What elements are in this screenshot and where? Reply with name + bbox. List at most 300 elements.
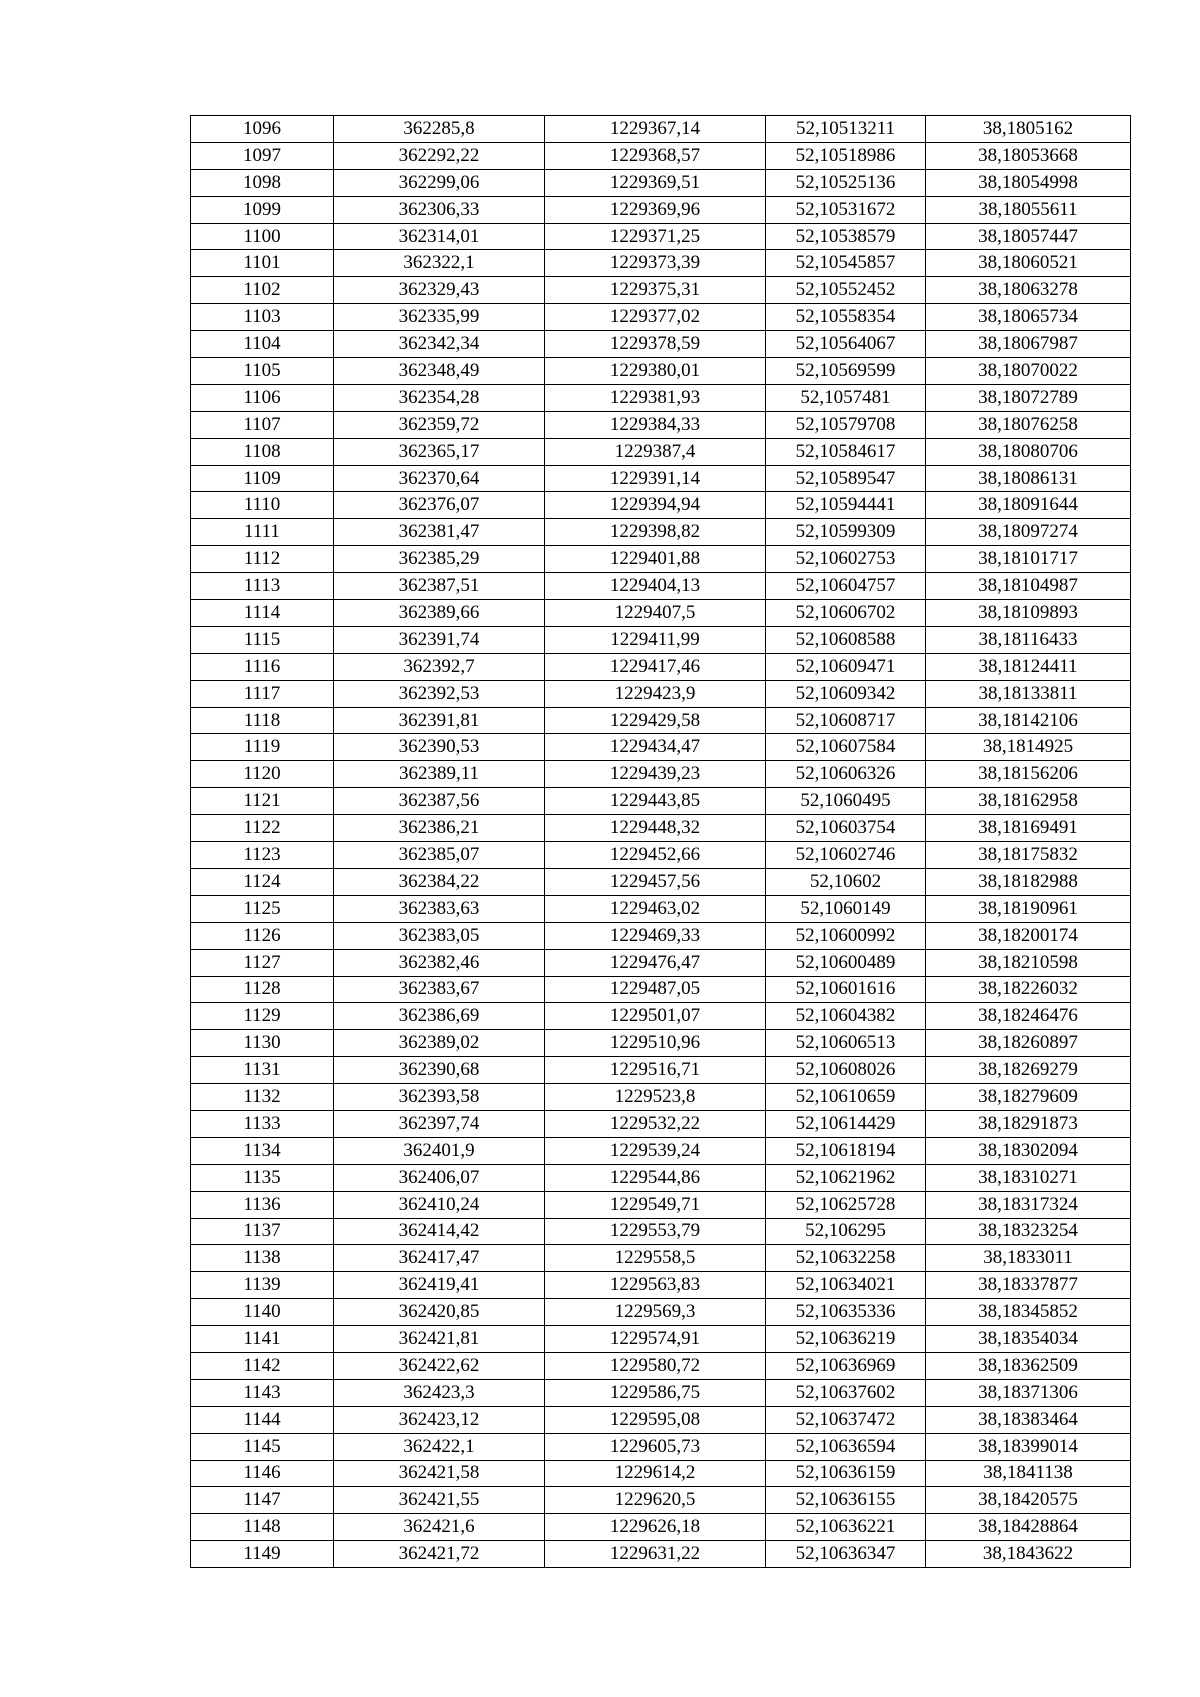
longitude-cell: 38,18337877 bbox=[926, 1272, 1131, 1299]
x-coordinate-cell: 362421,81 bbox=[334, 1326, 545, 1353]
latitude-cell: 52,10635336 bbox=[766, 1299, 926, 1326]
longitude-cell: 38,1833011 bbox=[926, 1245, 1131, 1272]
y-coordinate-cell: 1229381,93 bbox=[545, 384, 766, 411]
table-row bbox=[191, 1460, 1131, 1487]
longitude-cell: 38,18156206 bbox=[926, 761, 1131, 788]
longitude-cell: 38,18055611 bbox=[926, 196, 1131, 223]
longitude-cell: 38,18371306 bbox=[926, 1379, 1131, 1406]
y-coordinate-cell: 1229463,02 bbox=[545, 895, 766, 922]
longitude-cell: 38,18291873 bbox=[926, 1110, 1131, 1137]
longitude-cell: 38,18080706 bbox=[926, 438, 1131, 465]
table-row bbox=[191, 1514, 1131, 1541]
point-number-cell: 1112 bbox=[191, 546, 334, 573]
y-coordinate-cell: 1229369,96 bbox=[545, 196, 766, 223]
latitude-cell: 52,10607584 bbox=[766, 734, 926, 761]
table-row bbox=[191, 277, 1131, 304]
longitude-cell: 38,18354034 bbox=[926, 1326, 1131, 1353]
point-number-cell: 1110 bbox=[191, 492, 334, 519]
point-number-cell: 1102 bbox=[191, 277, 334, 304]
latitude-cell: 52,10621962 bbox=[766, 1164, 926, 1191]
latitude-cell: 52,106295 bbox=[766, 1218, 926, 1245]
x-coordinate-cell: 362389,66 bbox=[334, 600, 545, 627]
y-coordinate-cell: 1229569,3 bbox=[545, 1299, 766, 1326]
point-number-cell: 1146 bbox=[191, 1460, 334, 1487]
x-coordinate-cell: 362419,41 bbox=[334, 1272, 545, 1299]
point-number-cell: 1122 bbox=[191, 815, 334, 842]
y-coordinate-cell: 1229544,86 bbox=[545, 1164, 766, 1191]
y-coordinate-cell: 1229377,02 bbox=[545, 304, 766, 331]
latitude-cell: 52,10610659 bbox=[766, 1084, 926, 1111]
longitude-cell: 38,18226032 bbox=[926, 976, 1131, 1003]
point-number-cell: 1126 bbox=[191, 922, 334, 949]
point-number-cell: 1111 bbox=[191, 519, 334, 546]
point-number-cell: 1147 bbox=[191, 1487, 334, 1514]
longitude-cell: 38,18323254 bbox=[926, 1218, 1131, 1245]
point-number-cell: 1140 bbox=[191, 1299, 334, 1326]
x-coordinate-cell: 362423,12 bbox=[334, 1406, 545, 1433]
table-row bbox=[191, 788, 1131, 815]
x-coordinate-cell: 362383,67 bbox=[334, 976, 545, 1003]
table-row bbox=[191, 1352, 1131, 1379]
y-coordinate-cell: 1229367,14 bbox=[545, 116, 766, 143]
x-coordinate-cell: 362386,21 bbox=[334, 815, 545, 842]
latitude-cell: 52,10636594 bbox=[766, 1433, 926, 1460]
table-row bbox=[191, 761, 1131, 788]
latitude-cell: 52,10589547 bbox=[766, 465, 926, 492]
table-row bbox=[191, 142, 1131, 169]
latitude-cell: 52,10579708 bbox=[766, 411, 926, 438]
point-number-cell: 1145 bbox=[191, 1433, 334, 1460]
point-number-cell: 1100 bbox=[191, 223, 334, 250]
longitude-cell: 38,18210598 bbox=[926, 949, 1131, 976]
table-row bbox=[191, 1406, 1131, 1433]
point-number-cell: 1141 bbox=[191, 1326, 334, 1353]
point-number-cell: 1144 bbox=[191, 1406, 334, 1433]
latitude-cell: 52,10606326 bbox=[766, 761, 926, 788]
longitude-cell: 38,18175832 bbox=[926, 842, 1131, 869]
longitude-cell: 38,18302094 bbox=[926, 1137, 1131, 1164]
x-coordinate-cell: 362370,64 bbox=[334, 465, 545, 492]
x-coordinate-cell: 362329,43 bbox=[334, 277, 545, 304]
y-coordinate-cell: 1229387,4 bbox=[545, 438, 766, 465]
table-row bbox=[191, 304, 1131, 331]
x-coordinate-cell: 362365,17 bbox=[334, 438, 545, 465]
point-number-cell: 1097 bbox=[191, 142, 334, 169]
longitude-cell: 38,18279609 bbox=[926, 1084, 1131, 1111]
latitude-cell: 52,10599309 bbox=[766, 519, 926, 546]
y-coordinate-cell: 1229448,32 bbox=[545, 815, 766, 842]
latitude-cell: 52,10634021 bbox=[766, 1272, 926, 1299]
point-number-cell: 1129 bbox=[191, 1003, 334, 1030]
point-number-cell: 1124 bbox=[191, 868, 334, 895]
latitude-cell: 52,10636969 bbox=[766, 1352, 926, 1379]
point-number-cell: 1143 bbox=[191, 1379, 334, 1406]
x-coordinate-cell: 362392,53 bbox=[334, 680, 545, 707]
y-coordinate-cell: 1229398,82 bbox=[545, 519, 766, 546]
point-number-cell: 1101 bbox=[191, 250, 334, 277]
latitude-cell: 52,10636221 bbox=[766, 1514, 926, 1541]
longitude-cell: 38,18399014 bbox=[926, 1433, 1131, 1460]
latitude-cell: 52,10531672 bbox=[766, 196, 926, 223]
latitude-cell: 52,10601616 bbox=[766, 976, 926, 1003]
x-coordinate-cell: 362386,69 bbox=[334, 1003, 545, 1030]
longitude-cell: 38,18057447 bbox=[926, 223, 1131, 250]
x-coordinate-cell: 362385,07 bbox=[334, 842, 545, 869]
x-coordinate-cell: 362314,01 bbox=[334, 223, 545, 250]
latitude-cell: 52,1060495 bbox=[766, 788, 926, 815]
table-row bbox=[191, 1137, 1131, 1164]
latitude-cell: 52,10603754 bbox=[766, 815, 926, 842]
point-number-cell: 1135 bbox=[191, 1164, 334, 1191]
x-coordinate-cell: 362383,05 bbox=[334, 922, 545, 949]
table-row bbox=[191, 1326, 1131, 1353]
table-row bbox=[191, 734, 1131, 761]
longitude-cell: 38,18124411 bbox=[926, 653, 1131, 680]
point-number-cell: 1149 bbox=[191, 1541, 334, 1568]
x-coordinate-cell: 362384,22 bbox=[334, 868, 545, 895]
y-coordinate-cell: 1229378,59 bbox=[545, 331, 766, 358]
x-coordinate-cell: 362382,46 bbox=[334, 949, 545, 976]
latitude-cell: 52,10569599 bbox=[766, 358, 926, 385]
x-coordinate-cell: 362390,53 bbox=[334, 734, 545, 761]
y-coordinate-cell: 1229439,23 bbox=[545, 761, 766, 788]
x-coordinate-cell: 362421,55 bbox=[334, 1487, 545, 1514]
point-number-cell: 1133 bbox=[191, 1110, 334, 1137]
x-coordinate-cell: 362420,85 bbox=[334, 1299, 545, 1326]
y-coordinate-cell: 1229452,66 bbox=[545, 842, 766, 869]
longitude-cell: 38,18091644 bbox=[926, 492, 1131, 519]
y-coordinate-cell: 1229580,72 bbox=[545, 1352, 766, 1379]
table-row bbox=[191, 438, 1131, 465]
x-coordinate-cell: 362285,8 bbox=[334, 116, 545, 143]
point-number-cell: 1119 bbox=[191, 734, 334, 761]
point-number-cell: 1142 bbox=[191, 1352, 334, 1379]
x-coordinate-cell: 362392,7 bbox=[334, 653, 545, 680]
table-row bbox=[191, 492, 1131, 519]
point-number-cell: 1107 bbox=[191, 411, 334, 438]
y-coordinate-cell: 1229417,46 bbox=[545, 653, 766, 680]
latitude-cell: 52,10609471 bbox=[766, 653, 926, 680]
x-coordinate-cell: 362393,58 bbox=[334, 1084, 545, 1111]
longitude-cell: 38,18109893 bbox=[926, 600, 1131, 627]
table-row bbox=[191, 707, 1131, 734]
table-row bbox=[191, 842, 1131, 869]
y-coordinate-cell: 1229368,57 bbox=[545, 142, 766, 169]
longitude-cell: 38,18190961 bbox=[926, 895, 1131, 922]
x-coordinate-cell: 362306,33 bbox=[334, 196, 545, 223]
longitude-cell: 38,18420575 bbox=[926, 1487, 1131, 1514]
table-row bbox=[191, 1110, 1131, 1137]
y-coordinate-cell: 1229384,33 bbox=[545, 411, 766, 438]
x-coordinate-cell: 362387,51 bbox=[334, 573, 545, 600]
longitude-cell: 38,18101717 bbox=[926, 546, 1131, 573]
latitude-cell: 52,10545857 bbox=[766, 250, 926, 277]
coordinates-table-body bbox=[191, 116, 1131, 1568]
longitude-cell: 38,18054998 bbox=[926, 169, 1131, 196]
point-number-cell: 1103 bbox=[191, 304, 334, 331]
point-number-cell: 1118 bbox=[191, 707, 334, 734]
y-coordinate-cell: 1229631,22 bbox=[545, 1541, 766, 1568]
y-coordinate-cell: 1229371,25 bbox=[545, 223, 766, 250]
longitude-cell: 38,18063278 bbox=[926, 277, 1131, 304]
table-row bbox=[191, 976, 1131, 1003]
latitude-cell: 52,10604382 bbox=[766, 1003, 926, 1030]
latitude-cell: 52,10637602 bbox=[766, 1379, 926, 1406]
latitude-cell: 52,10625728 bbox=[766, 1191, 926, 1218]
point-number-cell: 1096 bbox=[191, 116, 334, 143]
x-coordinate-cell: 362421,6 bbox=[334, 1514, 545, 1541]
longitude-cell: 38,18072789 bbox=[926, 384, 1131, 411]
y-coordinate-cell: 1229369,51 bbox=[545, 169, 766, 196]
longitude-cell: 38,18269279 bbox=[926, 1057, 1131, 1084]
y-coordinate-cell: 1229620,5 bbox=[545, 1487, 766, 1514]
point-number-cell: 1121 bbox=[191, 788, 334, 815]
table-row bbox=[191, 223, 1131, 250]
latitude-cell: 52,10602746 bbox=[766, 842, 926, 869]
longitude-cell: 38,1814925 bbox=[926, 734, 1131, 761]
y-coordinate-cell: 1229553,79 bbox=[545, 1218, 766, 1245]
longitude-cell: 38,18116433 bbox=[926, 626, 1131, 653]
x-coordinate-cell: 362406,07 bbox=[334, 1164, 545, 1191]
point-number-cell: 1120 bbox=[191, 761, 334, 788]
table-row bbox=[191, 1433, 1131, 1460]
table-row bbox=[191, 1003, 1131, 1030]
y-coordinate-cell: 1229563,83 bbox=[545, 1272, 766, 1299]
point-number-cell: 1123 bbox=[191, 842, 334, 869]
y-coordinate-cell: 1229469,33 bbox=[545, 922, 766, 949]
point-number-cell: 1106 bbox=[191, 384, 334, 411]
latitude-cell: 52,10600489 bbox=[766, 949, 926, 976]
y-coordinate-cell: 1229614,2 bbox=[545, 1460, 766, 1487]
latitude-cell: 52,10518986 bbox=[766, 142, 926, 169]
y-coordinate-cell: 1229510,96 bbox=[545, 1030, 766, 1057]
x-coordinate-cell: 362422,62 bbox=[334, 1352, 545, 1379]
x-coordinate-cell: 362391,81 bbox=[334, 707, 545, 734]
latitude-cell: 52,10558354 bbox=[766, 304, 926, 331]
longitude-cell: 38,18076258 bbox=[926, 411, 1131, 438]
y-coordinate-cell: 1229394,94 bbox=[545, 492, 766, 519]
y-coordinate-cell: 1229626,18 bbox=[545, 1514, 766, 1541]
point-number-cell: 1131 bbox=[191, 1057, 334, 1084]
table-row bbox=[191, 573, 1131, 600]
table-row bbox=[191, 949, 1131, 976]
x-coordinate-cell: 362348,49 bbox=[334, 358, 545, 385]
point-number-cell: 1136 bbox=[191, 1191, 334, 1218]
latitude-cell: 52,10632258 bbox=[766, 1245, 926, 1272]
y-coordinate-cell: 1229523,8 bbox=[545, 1084, 766, 1111]
table-row bbox=[191, 411, 1131, 438]
latitude-cell: 52,10594441 bbox=[766, 492, 926, 519]
table-row bbox=[191, 653, 1131, 680]
latitude-cell: 52,10608026 bbox=[766, 1057, 926, 1084]
longitude-cell: 38,18200174 bbox=[926, 922, 1131, 949]
latitude-cell: 52,10609342 bbox=[766, 680, 926, 707]
longitude-cell: 38,18169491 bbox=[926, 815, 1131, 842]
table-row bbox=[191, 1057, 1131, 1084]
point-number-cell: 1148 bbox=[191, 1514, 334, 1541]
point-number-cell: 1128 bbox=[191, 976, 334, 1003]
latitude-cell: 52,10525136 bbox=[766, 169, 926, 196]
x-coordinate-cell: 362335,99 bbox=[334, 304, 545, 331]
x-coordinate-cell: 362376,07 bbox=[334, 492, 545, 519]
longitude-cell: 38,18086131 bbox=[926, 465, 1131, 492]
table-row bbox=[191, 116, 1131, 143]
point-number-cell: 1132 bbox=[191, 1084, 334, 1111]
table-row bbox=[191, 465, 1131, 492]
table-row bbox=[191, 868, 1131, 895]
latitude-cell: 52,10614429 bbox=[766, 1110, 926, 1137]
longitude-cell: 38,18097274 bbox=[926, 519, 1131, 546]
table-row bbox=[191, 1030, 1131, 1057]
y-coordinate-cell: 1229605,73 bbox=[545, 1433, 766, 1460]
y-coordinate-cell: 1229434,47 bbox=[545, 734, 766, 761]
table-row bbox=[191, 815, 1131, 842]
point-number-cell: 1108 bbox=[191, 438, 334, 465]
longitude-cell: 38,18060521 bbox=[926, 250, 1131, 277]
table-row bbox=[191, 1164, 1131, 1191]
y-coordinate-cell: 1229539,24 bbox=[545, 1137, 766, 1164]
table-row bbox=[191, 1191, 1131, 1218]
x-coordinate-cell: 362417,47 bbox=[334, 1245, 545, 1272]
point-number-cell: 1105 bbox=[191, 358, 334, 385]
point-number-cell: 1139 bbox=[191, 1272, 334, 1299]
table-row bbox=[191, 1541, 1131, 1568]
x-coordinate-cell: 362391,74 bbox=[334, 626, 545, 653]
table-row bbox=[191, 922, 1131, 949]
longitude-cell: 38,18317324 bbox=[926, 1191, 1131, 1218]
point-number-cell: 1109 bbox=[191, 465, 334, 492]
longitude-cell: 38,18065734 bbox=[926, 304, 1131, 331]
longitude-cell: 38,18142106 bbox=[926, 707, 1131, 734]
x-coordinate-cell: 362389,02 bbox=[334, 1030, 545, 1057]
table-row bbox=[191, 1218, 1131, 1245]
table-row bbox=[191, 331, 1131, 358]
longitude-cell: 38,18133811 bbox=[926, 680, 1131, 707]
table-row bbox=[191, 1487, 1131, 1514]
y-coordinate-cell: 1229411,99 bbox=[545, 626, 766, 653]
latitude-cell: 52,1057481 bbox=[766, 384, 926, 411]
table-row bbox=[191, 1245, 1131, 1272]
table-row bbox=[191, 169, 1131, 196]
y-coordinate-cell: 1229476,47 bbox=[545, 949, 766, 976]
x-coordinate-cell: 362390,68 bbox=[334, 1057, 545, 1084]
y-coordinate-cell: 1229407,5 bbox=[545, 600, 766, 627]
y-coordinate-cell: 1229574,91 bbox=[545, 1326, 766, 1353]
y-coordinate-cell: 1229401,88 bbox=[545, 546, 766, 573]
latitude-cell: 52,10606513 bbox=[766, 1030, 926, 1057]
longitude-cell: 38,18310271 bbox=[926, 1164, 1131, 1191]
point-number-cell: 1117 bbox=[191, 680, 334, 707]
point-number-cell: 1127 bbox=[191, 949, 334, 976]
latitude-cell: 52,10602753 bbox=[766, 546, 926, 573]
latitude-cell: 52,10606702 bbox=[766, 600, 926, 627]
x-coordinate-cell: 362342,34 bbox=[334, 331, 545, 358]
y-coordinate-cell: 1229487,05 bbox=[545, 976, 766, 1003]
table-row bbox=[191, 1084, 1131, 1111]
latitude-cell: 52,10602 bbox=[766, 868, 926, 895]
x-coordinate-cell: 362397,74 bbox=[334, 1110, 545, 1137]
y-coordinate-cell: 1229375,31 bbox=[545, 277, 766, 304]
latitude-cell: 52,10584617 bbox=[766, 438, 926, 465]
longitude-cell: 38,18104987 bbox=[926, 573, 1131, 600]
longitude-cell: 38,18383464 bbox=[926, 1406, 1131, 1433]
table-row bbox=[191, 1379, 1131, 1406]
y-coordinate-cell: 1229549,71 bbox=[545, 1191, 766, 1218]
latitude-cell: 52,10618194 bbox=[766, 1137, 926, 1164]
y-coordinate-cell: 1229501,07 bbox=[545, 1003, 766, 1030]
x-coordinate-cell: 362389,11 bbox=[334, 761, 545, 788]
longitude-cell: 38,18162958 bbox=[926, 788, 1131, 815]
y-coordinate-cell: 1229443,85 bbox=[545, 788, 766, 815]
longitude-cell: 38,18246476 bbox=[926, 1003, 1131, 1030]
x-coordinate-cell: 362421,72 bbox=[334, 1541, 545, 1568]
x-coordinate-cell: 362299,06 bbox=[334, 169, 545, 196]
x-coordinate-cell: 362401,9 bbox=[334, 1137, 545, 1164]
longitude-cell: 38,18182988 bbox=[926, 868, 1131, 895]
longitude-cell: 38,1843622 bbox=[926, 1541, 1131, 1568]
latitude-cell: 52,10538579 bbox=[766, 223, 926, 250]
x-coordinate-cell: 362421,58 bbox=[334, 1460, 545, 1487]
point-number-cell: 1116 bbox=[191, 653, 334, 680]
point-number-cell: 1138 bbox=[191, 1245, 334, 1272]
longitude-cell: 38,1805162 bbox=[926, 116, 1131, 143]
latitude-cell: 52,10604757 bbox=[766, 573, 926, 600]
y-coordinate-cell: 1229516,71 bbox=[545, 1057, 766, 1084]
point-number-cell: 1137 bbox=[191, 1218, 334, 1245]
latitude-cell: 52,10636219 bbox=[766, 1326, 926, 1353]
y-coordinate-cell: 1229391,14 bbox=[545, 465, 766, 492]
y-coordinate-cell: 1229380,01 bbox=[545, 358, 766, 385]
longitude-cell: 38,1841138 bbox=[926, 1460, 1131, 1487]
table-row bbox=[191, 626, 1131, 653]
table-row bbox=[191, 519, 1131, 546]
point-number-cell: 1098 bbox=[191, 169, 334, 196]
x-coordinate-cell: 362381,47 bbox=[334, 519, 545, 546]
longitude-cell: 38,18260897 bbox=[926, 1030, 1131, 1057]
point-number-cell: 1114 bbox=[191, 600, 334, 627]
latitude-cell: 52,10513211 bbox=[766, 116, 926, 143]
y-coordinate-cell: 1229558,5 bbox=[545, 1245, 766, 1272]
x-coordinate-cell: 362383,63 bbox=[334, 895, 545, 922]
latitude-cell: 52,10637472 bbox=[766, 1406, 926, 1433]
longitude-cell: 38,18067987 bbox=[926, 331, 1131, 358]
table-row bbox=[191, 250, 1131, 277]
longitude-cell: 38,18362509 bbox=[926, 1352, 1131, 1379]
longitude-cell: 38,18345852 bbox=[926, 1299, 1131, 1326]
x-coordinate-cell: 362322,1 bbox=[334, 250, 545, 277]
latitude-cell: 52,10636155 bbox=[766, 1487, 926, 1514]
y-coordinate-cell: 1229404,13 bbox=[545, 573, 766, 600]
x-coordinate-cell: 362423,3 bbox=[334, 1379, 545, 1406]
x-coordinate-cell: 362422,1 bbox=[334, 1433, 545, 1460]
latitude-cell: 52,10608588 bbox=[766, 626, 926, 653]
latitude-cell: 52,10636347 bbox=[766, 1541, 926, 1568]
table-row bbox=[191, 196, 1131, 223]
table-row bbox=[191, 680, 1131, 707]
x-coordinate-cell: 362385,29 bbox=[334, 546, 545, 573]
latitude-cell: 52,10564067 bbox=[766, 331, 926, 358]
y-coordinate-cell: 1229586,75 bbox=[545, 1379, 766, 1406]
coordinates-table bbox=[190, 115, 1131, 1568]
point-number-cell: 1130 bbox=[191, 1030, 334, 1057]
y-coordinate-cell: 1229595,08 bbox=[545, 1406, 766, 1433]
table-row bbox=[191, 600, 1131, 627]
point-number-cell: 1099 bbox=[191, 196, 334, 223]
latitude-cell: 52,10608717 bbox=[766, 707, 926, 734]
y-coordinate-cell: 1229457,56 bbox=[545, 868, 766, 895]
latitude-cell: 52,10600992 bbox=[766, 922, 926, 949]
point-number-cell: 1134 bbox=[191, 1137, 334, 1164]
